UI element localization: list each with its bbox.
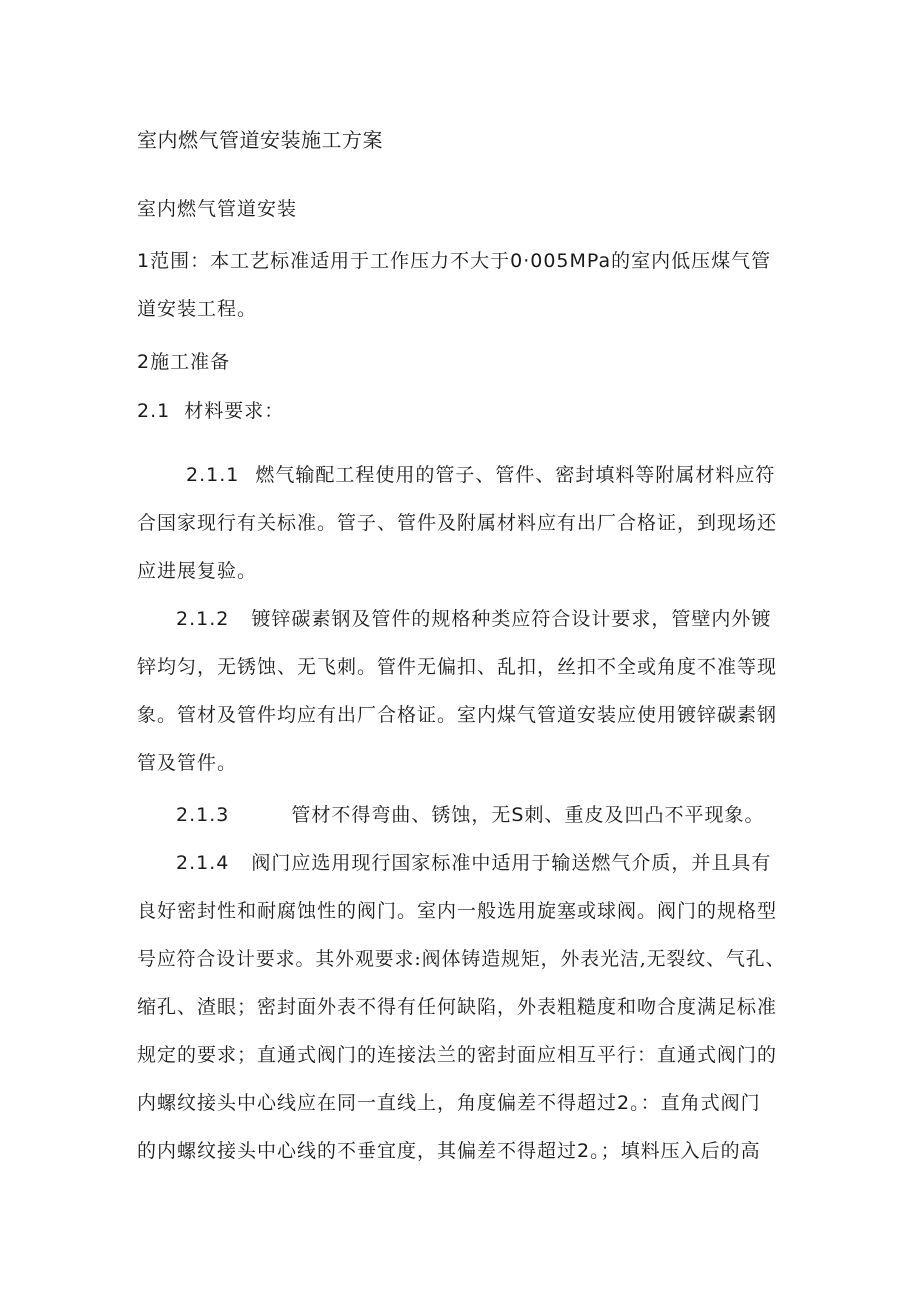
item-2-1-4-line-6-b: 。：直角式阀门 bbox=[630, 1092, 761, 1114]
item-2-1-4-line-4: 缩孔、渣眼；密封面外表不得有任何缺陷，外表粗糙度和吻合度满足标准 bbox=[137, 996, 778, 1018]
section-2-1-heading bbox=[137, 396, 284, 423]
section-1-text: 范围：本工艺标准适用于工作压力不大于 bbox=[150, 250, 511, 272]
item-2-1-2-line-1 bbox=[176, 604, 771, 631]
item-2-1-3-letter: S bbox=[511, 804, 525, 826]
item-2-1-4-line-7-b: 。；填料压入后的高 bbox=[590, 1140, 761, 1162]
item-2-1-4-text: 阀门应选用现行国家标准中适用于输送燃气介质，并且具有 bbox=[251, 852, 772, 874]
item-2-1-4-line-5: 规定的要求；直通式阀门的连接法兰的密封面应相互平行：直通式阀门的 bbox=[137, 1044, 778, 1066]
item-2-1-4-line-7-number: 2 bbox=[577, 1140, 591, 1162]
item-2-1-2-number: 2.1.2 bbox=[176, 608, 230, 630]
item-2-1-3-number: 2.1.3 bbox=[176, 804, 230, 826]
item-2-1-4-line-3: 号应符合设计要求。其外观要求:阀体铸造规矩，外表光洁,无裂纹、气孔、 bbox=[137, 948, 786, 970]
section-2-number: 2 bbox=[137, 351, 151, 373]
section-2-1-number: 2.1 bbox=[137, 400, 171, 422]
item-2-1-2-line-3: 象。管材及管件均应有出厂合格证。室内煤气管道安装应使用镀锌碳素钢 bbox=[137, 704, 778, 726]
item-2-1-4-line-2: 良好密封性和耐腐蚀性的阀门。室内一般选用旋塞或球阀。阀门的规格型 bbox=[137, 900, 778, 922]
item-2-1-4-line-1 bbox=[176, 848, 771, 875]
item-2-1-1-line-1 bbox=[186, 460, 775, 487]
item-2-1-2-line-2: 锌均匀，无锈蚀、无飞刺。管件无偏扣、乱扣，丝扣不全或角度不准等现 bbox=[137, 656, 778, 678]
item-2-1-3-text-a: 管材不得弯曲、锈蚀，无 bbox=[291, 804, 512, 826]
item-2-1-4-line-6-a: 内螺纹接头中心线应在同一直线上，角度偏差不得超过 bbox=[137, 1092, 618, 1114]
section-2-1-label: 材料要求： bbox=[184, 400, 285, 422]
section-1-line-1 bbox=[137, 246, 771, 273]
section-1-text-tail: 的室内低压煤气管 bbox=[611, 250, 772, 272]
item-2-1-1-text: 燃气输配工程使用的管子、管件、密封填料等附属材料应符 bbox=[255, 464, 776, 486]
section-1-line-2: 道安装工程。 bbox=[137, 298, 258, 320]
item-2-1-4-line-7 bbox=[137, 1136, 761, 1163]
item-2-1-1-line-2: 合国家现行有关标准。管子、管件及附属材料应有出厂合格证，到现场还 bbox=[137, 512, 778, 534]
section-2-heading bbox=[137, 347, 230, 374]
item-2-1-4-line-7-a: 的内螺纹接头中心线的不垂宜度，其偏差不得超过 bbox=[137, 1140, 578, 1162]
item-2-1-3-line-1 bbox=[176, 800, 764, 827]
item-2-1-3-text-b: 刺、重皮及凹凸不平现象。 bbox=[524, 804, 765, 826]
item-2-1-4-line-6 bbox=[137, 1088, 761, 1115]
item-2-1-1-line-3: 应进展复验。 bbox=[137, 560, 258, 582]
section-2-label: 施工准备 bbox=[150, 351, 231, 373]
item-2-1-4-number: 2.1.4 bbox=[176, 852, 230, 874]
item-2-1-2-text: 镀锌碳素钢及管件的规格种类应符合设计要求，管壁内外镀 bbox=[251, 608, 772, 630]
document-title: 室内燃气管道安装施工方案 bbox=[137, 128, 383, 152]
item-2-1-4-line-6-number: 2 bbox=[617, 1092, 631, 1114]
pressure-value: 0·005MPa bbox=[510, 250, 612, 272]
item-2-1-2-line-4: 管及管件。 bbox=[137, 752, 238, 774]
document-subtitle: 室内燃气管道安装 bbox=[137, 198, 298, 220]
item-2-1-1-number: 2.1.1 bbox=[186, 464, 240, 486]
section-1-number: 1 bbox=[137, 250, 151, 272]
